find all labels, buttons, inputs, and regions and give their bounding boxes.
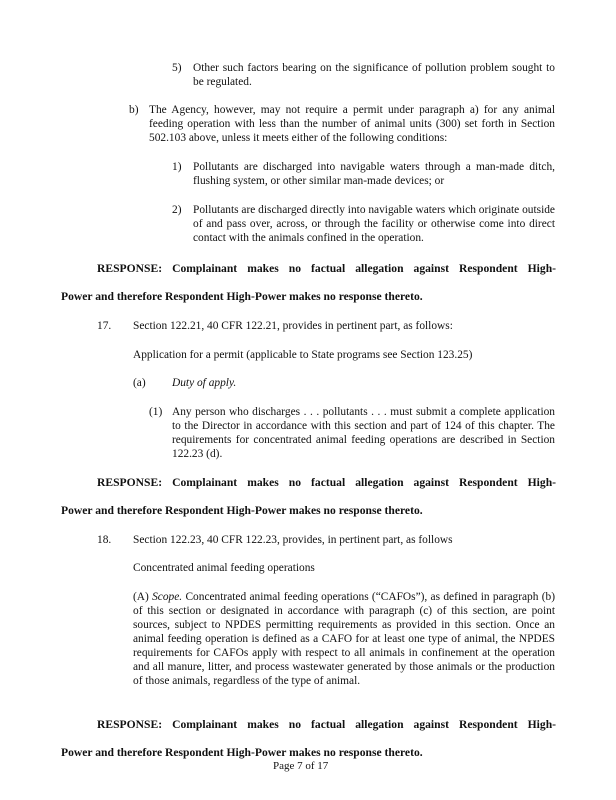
page-number: Page 7 of 17 <box>273 760 329 772</box>
condition-2-number: 2) <box>172 204 182 216</box>
response-3-line-1: RESPONSE: Complainant makes no factual allegation against Respondent High- <box>97 718 556 731</box>
application-heading: Application for a permit (applicable to State programs see Section 123.25) <box>133 349 473 361</box>
item-5-text: Other such factors bearing on the significance of pollution problem sought to be regulated. <box>193 62 555 88</box>
response-1-line-2: Power and therefore Respondent High-Power makes no response thereto. <box>61 290 423 303</box>
response-1-line-1: RESPONSE: Complainant makes no factual allegation against Respondent High- <box>97 262 556 275</box>
response-2-line-1: RESPONSE: Complainant makes no factual allegation against Respondent High- <box>97 476 556 489</box>
cafo-heading: Concentrated animal feeding operations <box>133 562 315 574</box>
paragraph-17-intro: Section 122.21, 40 CFR 122.21, provides in pertinent part, as follows: <box>133 320 453 332</box>
subsection-1-text: Any person who discharges . . . pollutants . . . must submit a complete application to the Director in accordance with this section and part of 124 of this chapter. The requirements for concentrated animal feeding operations are described in Section 122.23 (d). <box>172 406 555 460</box>
item-b-label: b) <box>129 104 139 116</box>
condition-2-text: Pollutants are discharged directly into navigable waters which originate outside of and pass over, across, or through the facility or otherwise come into direct contact with the animals confined in the operation. <box>193 204 555 244</box>
paragraph-17-number: 17. <box>97 320 112 332</box>
response-2-line-2: Power and therefore Respondent High-Power makes no response thereto. <box>61 504 423 517</box>
response-3-line-2: Power and therefore Respondent High-Power makes no response thereto. <box>61 746 423 759</box>
paragraph-18-intro: Section 122.23, 40 CFR 122.23, provides, in pertinent part, as follows <box>133 534 453 546</box>
item-5-number: 5) <box>172 62 182 74</box>
scope-label: (A) <box>133 591 149 603</box>
scope-paragraph <box>133 590 555 688</box>
scope-title: Scope. <box>152 591 183 603</box>
paragraph-18-number: 18. <box>97 534 112 546</box>
subsection-a-title: Duty of apply. <box>172 377 237 389</box>
condition-1-number: 1) <box>172 161 182 173</box>
subsection-1-number: (1) <box>149 406 163 418</box>
subsection-a-label: (a) <box>133 377 146 389</box>
scope-text: Concentrated animal feeding operations (“CAFOs”), as defined in paragraph (b) of this section or designated in accordance with paragraph (c) of this section, are point sources, subject to NPDES permitting requirements as provided in this section. Once an animal feeding operation is defined as a CAFO for at least one type of animal, the NPDES requirements for CAFOs apply with respect to all animals in confinement at the operation and all manure, litter, and process wastewater generated by those animals or the production of those animals, regardless of the type of animal. <box>133 591 555 687</box>
condition-1-text: Pollutants are discharged into navigable waters through a man-made ditch, flushing system, or other similar man-made devices; or <box>193 161 555 187</box>
item-b-text: The Agency, however, may not require a permit under paragraph a) for any animal feeding operation with less than the number of animal units (300) set forth in Section 502.103 above, unless it meets either of the following conditions: <box>149 104 555 144</box>
